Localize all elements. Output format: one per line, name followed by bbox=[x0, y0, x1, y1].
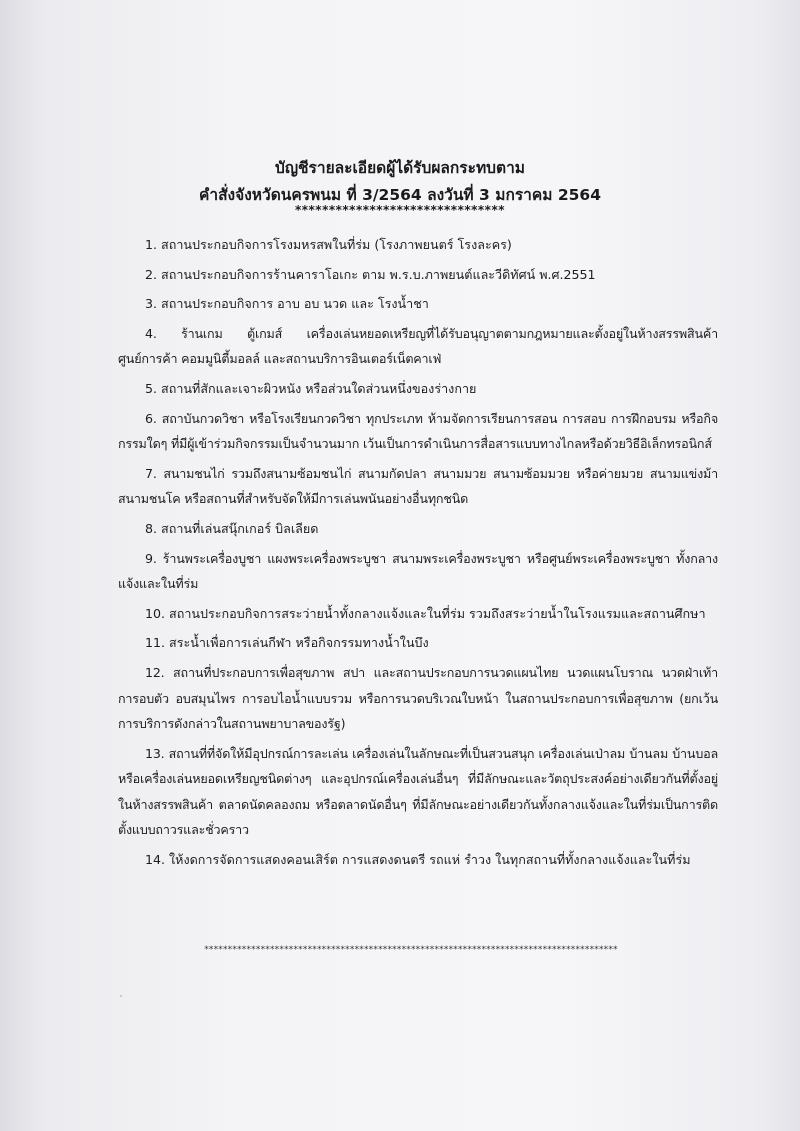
list-item: 14. ให้งดการจัดการแสดงคอนเสิร์ต การแสดงดนตรี รถแห่ รำวง ในทุกสถานที่ทั้งกลางแจ้งและในที่ร่ม bbox=[145, 852, 691, 868]
affected-list bbox=[118, 232, 718, 877]
bottom-divider: **************************************************************************************** bbox=[204, 945, 618, 955]
scan-speck bbox=[120, 995, 122, 997]
document-subtitle: คำสั่งจังหวัดนครพนม ที่ 3/2564 ลงวันที่ 3 มกราคม 2564 bbox=[199, 186, 601, 204]
list-item: 7. สนามชนไก่ รวมถึงสนามซ้อมชนไก่ สนามกัดปลา สนามมวย สนามซ้อมมวย หรือค่ายมวย สนามแข่งม้า สนามชนโค หรือสถานที่สำหรับจัดให้มีการเล่นพนันอย่างอื่นทุกชนิด bbox=[118, 465, 718, 507]
list-item: 2. สถานประกอบกิจการร้านคาราโอเกะ ตาม พ.ร.บ.ภาพยนต์และวีดิทัศน์ พ.ศ.2551 bbox=[145, 266, 596, 282]
list-item: 11. สระน้ำเพื่อการเล่นกีฬา หรือกิจกรรมทางน้ำในบึง bbox=[145, 635, 429, 651]
list-item: 3. สถานประกอบกิจการ อาบ อบ นวด และ โรงน้ำชา bbox=[145, 296, 429, 312]
list-item: 9. ร้านพระเครื่องบูชา แผงพระเครื่องพระบูชา สนามพระเครื่องพระบูชา หรือศูนย์พระเครื่องพระบูชา ทั้งกลางแจ้งและในที่ร่ม bbox=[118, 550, 718, 592]
document-title: บัญชีรายละเอียดผู้ได้รับผลกระทบตาม bbox=[274, 159, 526, 177]
list-item: 1. สถานประกอบกิจการโรงมหรสพในที่ร่ม (โรงภาพยนตร์ โรงละคร) bbox=[145, 237, 512, 252]
list-item: 4. ร้านเกม ตู้เกมส์ เครื่องเล่นหยอดเหรียญที่ได้รับอนุญาตตามกฎหมายและตั้งอยู่ในห้างสรรพสินค้า ศูนย์การค้า คอมมูนิตี้มอลล์ และสถานบริการอินเตอร์เน็ตคาเฟ่ bbox=[118, 325, 718, 367]
list-item: 5. สถานที่สักและเจาะผิวหนัง หรือส่วนใดส่วนหนึ่งของร่างกาย bbox=[145, 380, 477, 396]
list-item: 13. สถานที่ที่จัดให้มีอุปกรณ์การละเล่น เครื่องเล่นในลักษณะที่เป็นสวนสนุก เครื่องเล่นเป่าลม บ้านลม บ้านบอล หรือเครื่องเล่นหยอดเหรียญชนิดต่างๆ และอุปกรณ์เครื่องเล่นอื่นๆ ที่มีลักษณะและวัตถุประสงค์อย่างเดียวกันที่ตั้งอยู่ในห้างสรรพสินค้า ตลาดนัดคลองถม หรือตลาดนัดอื่นๆ ที่มีลักษณะอย่างเดียวกันทั้งกลางแจ้งและในที่ร่มเป็นการติดตั้งแบบถาวรและชั่วคราว bbox=[118, 745, 718, 838]
title-divider: ******************************* bbox=[294, 203, 506, 217]
list-item: 12. สถานที่ประกอบการเพื่อสุขภาพ สปา และสถานประกอบการนวดแผนไทย นวดแผนโบราณ นวดฝ่าเท้า การอบตัว อบสมุนไพร การอบไอน้ำแบบรวม หรือการนวดบริเวณใบหน้า ในสถานประกอบการเพื่อสุขภาพ (ยกเว้นการบริการดังกล่าวในสถานพยาบาลของรัฐ) bbox=[118, 664, 718, 732]
list-item: 6. สถาบันกวดวิชา หรือโรงเรียนกวดวิชา ทุกประเภท ห้ามจัดการเรียนการสอน การสอบ การฝึกอบรม หรือกิจกรรมใดๆ ที่มีผู้เข้าร่วมกิจกรรมเป็นจำนวนมาก เว้นเป็นการดำเนินการสื่อสารแบบทางไกลหรือด้วยวิธีอิเล็กทรอนิกส์ bbox=[118, 410, 718, 452]
list-item: 10. สถานประกอบกิจการสระว่ายน้ำทั้งกลางแจ้งและในที่ร่ม รวมถึงสระว่ายน้ำในโรงแรมและสถานศึกษา bbox=[145, 605, 706, 621]
list-item: 8. สถานที่เล่นสนุ๊กเกอร์ บิลเลียด bbox=[145, 520, 319, 536]
